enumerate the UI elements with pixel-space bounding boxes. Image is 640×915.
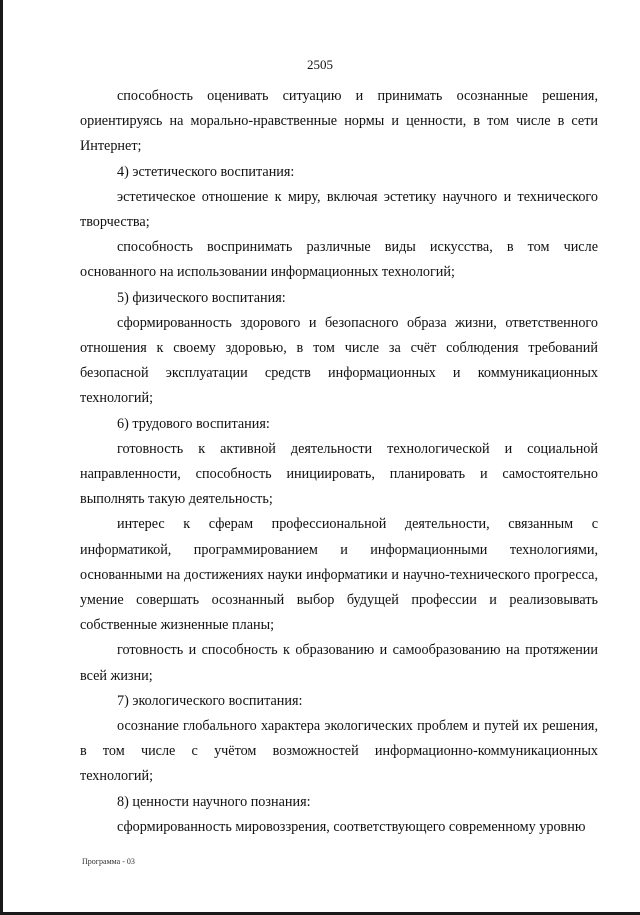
heading-ecological-education: 7) экологического воспитания: [117,692,303,709]
paragraph-7: готовность и способность к образованию и самообразованию на протяжении всей жизни; [80,642,598,684]
heading-physical-education: 5) физического воспитания: [117,289,286,306]
paragraph-4: сформированность здорового и безопасного образа жизни, ответственного отношения к своему здоровью, в том числе за счёт соблюдения требований безопасной эксплуатации средств информационных и коммуникационных технологий; [80,314,598,407]
heading-labor-education: 6) трудового воспитания: [117,415,270,432]
document-body [80,84,598,840]
footer-label: Программа - 03 [82,857,135,866]
heading-scientific-knowledge: 8) ценности научного познания: [117,793,311,810]
paragraph-9: сформированность мировоззрения, соответствующего современному уровню [117,818,586,835]
paragraph-2: эстетическое отношение к миру, включая эстетику научного и технического творчества; [80,188,598,231]
paragraph-8: осознание глобального характера экологических проблем и путей их решения, в том числе с учётом возможностей информационно-коммуникационных технологий; [80,718,598,785]
paragraph-1: способность оценивать ситуацию и принимать осознанные решения, ориентируясь на морально-нравственные нормы и ценности, в том числе в сети Интернет; [80,88,598,155]
paragraph-6: интерес к сферам профессиональной деятельности, связанным с информатикой, программированием и информационными технологиями, основанными на достижениях науки информатики и научно-технического прогресса, умение совершать осознанный выбор будущей профессии и реализовывать собственные жизненные планы; [80,516,598,634]
page-number: 2505 [307,57,333,72]
paragraph-5: готовность к активной деятельности технологической и социальной направленности, способность инициировать, планировать и самостоятельно выполнять такую деятельность; [80,440,598,508]
paragraph-3: способность воспринимать различные виды искусства, в том числе основанного на использовании информационных технологий; [80,239,598,281]
heading-aesthetic-education: 4) эстетического воспитания: [117,163,295,180]
